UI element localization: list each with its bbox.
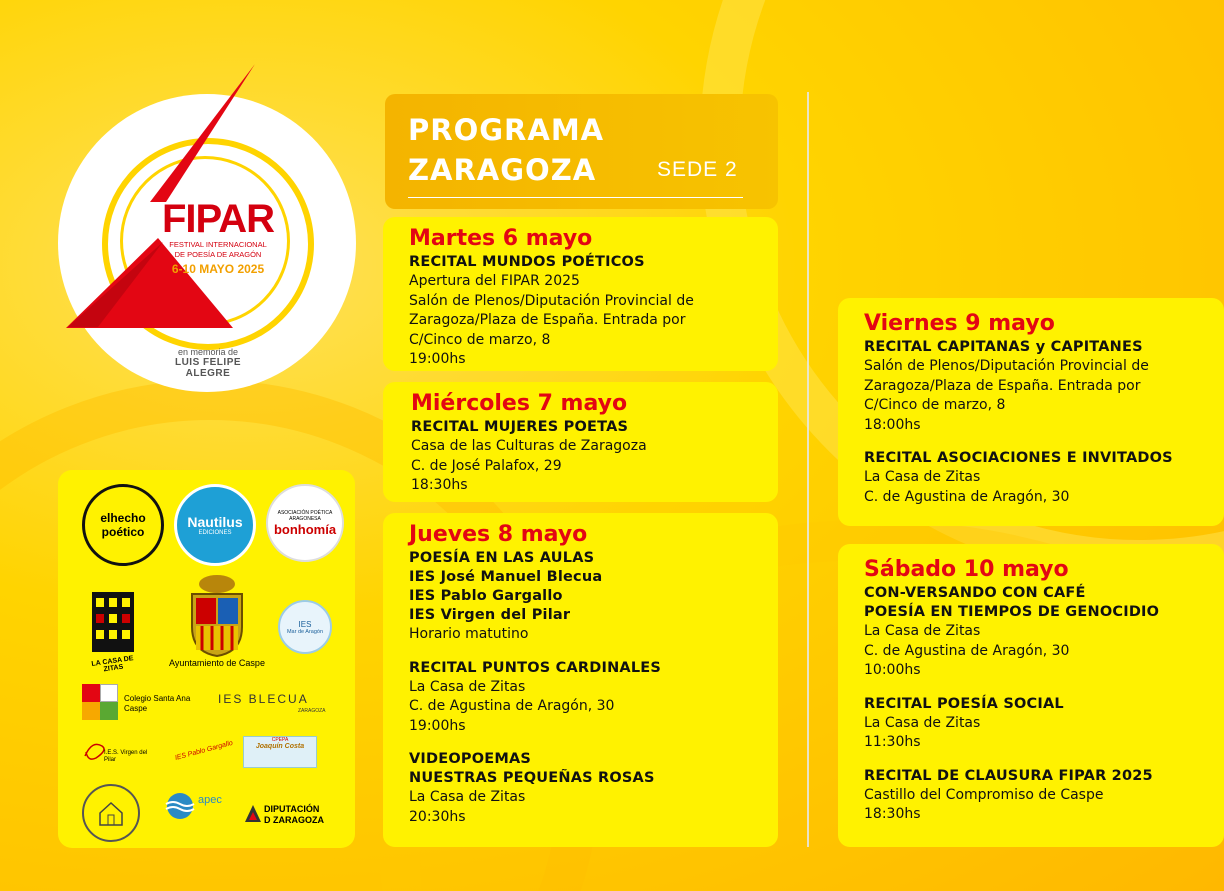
event-line: Salón de Plenos/Diputación Provincial de [864,358,1149,374]
event-title: RECITAL POESÍA SOCIAL [864,695,1064,712]
event-time: 18:00hs [864,416,921,433]
day-heading: Viernes 9 mayo [864,311,1055,336]
ies-mar-aragon-logo [278,600,332,654]
friday-content [864,310,1173,507]
ies-blecua-sub: ZARAGOZA [298,708,326,714]
event-line: Castillo del Compromiso de Caspe [864,786,1104,803]
school-name: IES Virgen del Pilar [409,607,571,623]
event-line: C/Cinco de marzo, 8 [864,397,1006,413]
bonhomia-top: ASOCIACIÓN POÉTICA ARAGONESA [277,509,333,522]
event-line: La Casa de Zitas [864,714,981,731]
day-heading: Martes 6 mayo [409,226,593,251]
pablo-gargallo-logo [174,736,234,770]
event-line: La Casa de Zitas [409,789,526,805]
costa-sub: CPEPA [271,737,289,743]
nautilus-logo [174,484,256,566]
dpz-line2: D ZARAGOZA [264,815,324,825]
event-line: La Casa de Zitas [409,678,526,695]
day-heading: Jueves 8 mayo [409,522,588,547]
sede-label: SEDE 2 [657,158,738,181]
event-title: RECITAL MUJERES POETAS [411,419,629,435]
gargallo-text: IES Pablo Gargallo [174,739,234,762]
event-line: C. de Agustina de Aragón, 30 [864,642,1070,659]
event-time: 20:30hs [409,808,466,825]
coat-of-arms-icon [182,572,252,658]
event-title: CON-VERSANDO CON CAFÉ [864,585,1086,601]
logo-name: FIPAR [161,197,275,241]
caspe-text: Ayuntamiento de Caspe [169,658,265,668]
event-line: Casa de las Culturas de Zaragoza [411,438,647,454]
event-title: RECITAL CAPITANAS y CAPITANES [864,339,1143,355]
event-line: Salón de Plenos/Diputación Provincial de [409,292,694,309]
title-line1: PROGRAMA [408,113,605,147]
ies-mar-sub: Mar de Aragón [286,628,324,635]
event-line: Zaragoza/Plaza de España. Entrada por [864,377,1141,394]
event-line: C/Cinco de marzo, 8 [409,331,551,348]
event-title: RECITAL PUNTOS CARDINALES [409,659,662,676]
bonhomia-text: bonhomía [273,521,337,537]
event-line: La Casa de Zitas [864,469,981,485]
event-title: POESÍA EN LAS AULAS [409,550,595,566]
program-title [408,110,604,190]
event-time: 19:00hs [409,717,466,734]
fipar-logo [58,52,358,379]
triangle-icon [244,804,262,824]
event-title: RECITAL MUNDOS POÉTICOS [409,254,645,270]
memoria-name: LUIS FELIPE ALEGRE [174,357,242,379]
wednesday-content [411,390,647,496]
logo-dates: 6-10 MAYO 2025 [171,262,265,276]
school-name: IES José Manuel Blecua [409,569,603,585]
event-line: C. de José Palafox, 29 [411,457,562,474]
event-title: POESÍA EN TIEMPOS DE GENOCIDIO [864,604,1160,620]
event-time: 11:30hs [864,734,921,750]
event-title: RECITAL ASOCIACIONES E INVITADOS [864,450,1173,466]
event-title: VIDEOPOEMAS [409,751,532,767]
logo-text-block [143,198,293,278]
nautilus-text: Nautilus [187,514,243,530]
event-line: Apertura del FIPAR 2025 [409,273,580,289]
casa-zitas-logo [84,584,142,674]
bonhomia-logo [266,484,344,562]
santa-ana-badge-icon [82,684,122,720]
event-title: NUESTRAS PEQUEÑAS ROSAS [409,770,655,786]
memoria-block [156,347,260,379]
school-name: IES Pablo Gargallo [409,588,563,604]
elhecho-text: elhecho poético [100,511,146,539]
memoria-label: en memoria de [177,347,239,357]
house-circle-logo [82,784,140,842]
costa-text: Joaquín Costa [255,743,305,750]
nautilus-sub: EDICIONES [198,530,232,536]
title-line2: ZARAGOZA [408,153,597,187]
saturday-content [864,556,1159,825]
tuesday-content [409,225,694,370]
virgen-pilar-logo [82,738,158,770]
dpz-logo [244,802,344,830]
event-line: La Casa de Zitas [864,623,981,639]
event-time: 10:00hs [864,662,921,678]
event-line: C. de Agustina de Aragón, 30 [409,698,615,714]
logo-line1: FESTIVAL INTERNACIONAL [169,240,267,249]
elhecho-poetico-logo [82,484,164,566]
event-time: 18:30hs [864,806,921,822]
apec-text: apec [198,794,222,806]
virgen-pilar-text: I.E.S. Virgen del Pilar [104,750,148,763]
house-icon [96,799,126,827]
event-line: C. de Agustina de Aragón, 30 [864,488,1070,505]
joaquin-costa-logo [243,736,317,768]
event-title: RECITAL DE CLAUSURA FIPAR 2025 [864,767,1153,784]
event-time: Horario matutino [409,626,529,642]
day-heading: Miércoles 7 mayo [411,391,628,416]
santa-ana-text: Colegio Santa Ana Caspe [124,694,191,713]
event-time: 18:30hs [411,477,468,493]
event-time: 19:00hs [409,351,466,367]
sponsors-panel [58,470,355,848]
dpz-line1: DIPUTACIÓN [264,804,320,814]
casa-zitas-text: LA CASA DE ZITAS [91,655,134,674]
thursday-content [409,521,661,827]
event-line: Zaragoza/Plaza de España. Entrada por [409,312,686,328]
day-heading: Sábado 10 mayo [864,557,1069,582]
waves-icon [162,792,198,820]
logo-line2: DE POESÍA DE ARAGÓN [174,250,262,259]
building-icon [84,584,142,654]
ies-blecua-text: IES BLECUA [218,692,309,706]
caspe-logo [158,572,276,678]
column-divider [807,92,809,847]
apec-logo [162,792,232,828]
ies-mar-text: IES [298,619,312,629]
header-rule [408,197,743,198]
